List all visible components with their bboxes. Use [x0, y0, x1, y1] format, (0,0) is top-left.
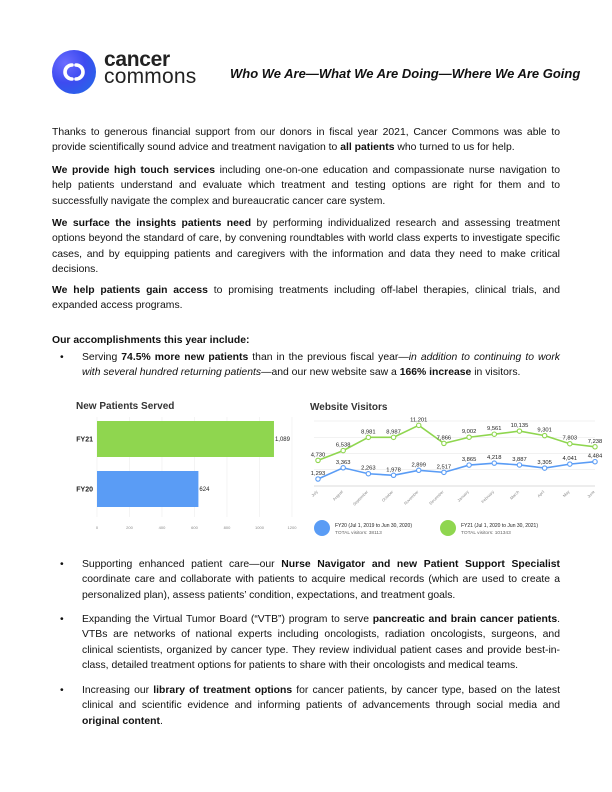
text-segment: coordinate care and collaborate with patients to acquire medical records (which are used to create a personalized plan), assess patients’ condition, expectations, and treatment goals. [82, 574, 560, 601]
value-label: 1,089 [274, 437, 290, 443]
data-point [517, 463, 521, 467]
text-segment: We provide high touch services [52, 165, 215, 176]
x-tick-label: April [536, 489, 546, 499]
data-point [492, 461, 496, 465]
data-point [467, 435, 471, 439]
bar-chart-title: New Patients Served [76, 401, 175, 412]
legend-total: TOTAL visitors: 38113 [335, 531, 382, 536]
data-point [391, 435, 395, 439]
text-segment: by performing individualized research and assessing treatment options beyond the standard of care, by convening roundtables with world class experts to investigate specific cases, and by equipping patients and caregivers with the information and data they need to make critical decisions. [52, 218, 560, 275]
high-touch-services-paragraph [52, 163, 560, 209]
bullet-text [82, 683, 560, 729]
data-label: 4,041 [562, 456, 578, 463]
x-tick-label: December [428, 489, 445, 506]
text-segment: for cancer patients, by cancer type, based on the latest clinical and scientific evidence and informing patients of advancements through social media and [82, 685, 561, 712]
text-segment: 166% increase [399, 367, 472, 379]
data-label: 8,987 [386, 429, 401, 436]
data-point [417, 468, 421, 472]
data-label: 7,238 [587, 438, 603, 445]
bullet-text [82, 350, 560, 381]
data-point [568, 442, 572, 446]
bullet-icon: • [60, 352, 64, 363]
data-label: 4,730 [310, 452, 326, 459]
x-tick-label: March [508, 489, 521, 501]
text-segment: Supporting enhanced patient care—our [82, 559, 282, 570]
data-point [341, 466, 345, 470]
x-tick-label: 0 [95, 525, 99, 530]
data-label: 3,887 [512, 456, 527, 463]
text-segment: in addition to continuing to work with several hundred returning patients [82, 352, 560, 379]
text-segment: Expanding the Virtual Tumor Board (“VTB”) program to serve [82, 614, 373, 625]
x-tick-label: January [456, 489, 470, 503]
data-point [316, 458, 320, 462]
x-tick-label: 600 [191, 525, 198, 530]
data-label: 9,301 [537, 427, 552, 434]
data-point [366, 435, 370, 439]
data-label: 1,293 [310, 470, 326, 477]
logo-wordmark [104, 48, 197, 88]
text-segment: We surface the insights patients need [52, 218, 252, 229]
x-tick-label: 400 [158, 525, 166, 530]
text-segment: all patients [340, 142, 395, 154]
text-segment: than in the previous fiscal year— [248, 352, 409, 363]
x-tick-label: May [561, 489, 571, 499]
data-point [517, 429, 521, 433]
bullet-icon: • [60, 685, 64, 696]
value-label: 624 [199, 487, 210, 493]
data-point [442, 441, 446, 445]
category-label: FY21 [76, 436, 93, 444]
data-label: 3,305 [537, 460, 552, 467]
data-label: 4,484 [587, 453, 603, 460]
surface-insights-paragraph [52, 216, 560, 277]
legend-swatch [440, 520, 456, 536]
text-segment: in visitors. [471, 367, 521, 379]
accomplishments-heading: Our accomplishments this year include: [52, 335, 250, 346]
page-header [50, 48, 581, 98]
data-label: 10,135 [510, 423, 529, 430]
text-segment: to promising treatments including off-label therapies, clinical trials, and expanded access programs. [52, 285, 560, 312]
data-point [542, 466, 546, 470]
x-tick-label: 800 [223, 525, 231, 530]
data-label: 8,981 [361, 429, 376, 436]
text-segment: pancreatic and brain cancer patients [372, 614, 558, 625]
bar-fy21 [97, 421, 274, 457]
x-tick-label: June [586, 489, 596, 499]
x-tick-label: February [480, 489, 495, 505]
data-label: 1,978 [386, 467, 401, 474]
text-segment: Increasing our [82, 685, 154, 696]
logo-line2: commons [104, 65, 197, 88]
text-segment: including one-on-one education and compassionate nurse navigation to help patients understand and evaluate which treatment and testing options are right for them and to successfully navigate the complex and bureaucratic cancer care system. [52, 165, 560, 207]
page-tagline: Who We Are—What We Are Doing—Where We Are Going [230, 66, 581, 81]
x-tick-label: 1200 [287, 525, 297, 530]
data-label: 3,363 [335, 459, 351, 466]
cancer-commons-logo-icon [52, 50, 96, 94]
data-label: 11,201 [410, 417, 428, 424]
text-segment: Serving [82, 352, 122, 363]
data-label: 9,561 [487, 426, 502, 433]
line-chart-title: Website Visitors [310, 402, 388, 413]
legend-label: FY21 (Jul 1, 2020 to Jun 30, 2021) [461, 523, 538, 529]
data-point [542, 433, 546, 437]
data-label: 4,218 [487, 455, 502, 462]
x-tick-label: September [351, 489, 370, 507]
bullet-icon: • [60, 614, 64, 625]
data-point [593, 445, 597, 449]
intro-paragraph [52, 125, 560, 156]
data-point [316, 477, 320, 481]
text-segment: We help patients gain access [52, 285, 208, 296]
text-segment: library of treatment options [153, 685, 293, 696]
legend-swatch [314, 520, 330, 536]
data-point [442, 470, 446, 474]
data-label: 3,865 [461, 457, 477, 464]
data-point [568, 462, 572, 466]
x-tick-label: October [380, 489, 395, 503]
x-tick-label: 200 [126, 525, 133, 530]
text-segment: who turned to us for help. [394, 142, 515, 154]
data-point [593, 460, 597, 464]
website-visitors-line-chart [300, 396, 612, 546]
data-label: 9,002 [461, 429, 477, 436]
legend-total: TOTAL visitors: 101343 [461, 531, 511, 536]
data-point [417, 423, 421, 427]
data-point [366, 472, 370, 476]
legend-label: FY20 (Jul 1, 2019 to Jun 30, 2020) [335, 523, 412, 529]
text-segment: Thanks to generous financial support from our donors in fiscal year 2021, Cancer Commons was able to provide scientifically sound advice and treatment navigation to [52, 127, 560, 154]
new-patients-bar-chart [70, 395, 300, 540]
text-segment: . VTBs are networks of national experts including oncologists, radiation oncologists, surgeons, and clinical scientists, organized by cancer type. They review individual patient cases and provide best-in-class, detailed treatment options for patients to share with their oncologists and medical teams. [82, 614, 560, 671]
text-segment: Nurse Navigator and new Patient Support Specialist [281, 559, 560, 570]
text-segment: . [159, 715, 163, 727]
data-label: 6,538 [335, 442, 351, 449]
data-label: 2,263 [361, 465, 376, 472]
logo-line1: cancer [104, 48, 170, 71]
bullet-icon: • [60, 559, 64, 570]
x-tick-label: November [402, 489, 420, 506]
data-label: 7,803 [562, 435, 578, 442]
bullet-text [82, 557, 560, 603]
bullet-text [82, 612, 560, 673]
data-label: 2,899 [411, 462, 426, 469]
bar-fy20 [97, 471, 198, 507]
data-point [492, 432, 496, 436]
data-point [341, 448, 345, 452]
category-label: FY20 [76, 486, 93, 494]
data-label: 7,866 [436, 435, 452, 442]
data-point [391, 473, 395, 477]
x-tick-label: 1000 [255, 525, 264, 530]
x-tick-label: August [331, 489, 344, 502]
x-tick-label: July [310, 489, 319, 498]
data-label: 2,517 [436, 464, 452, 471]
data-point [467, 463, 471, 467]
text-segment: —and our new website saw a [261, 367, 400, 379]
gain-access-paragraph [52, 283, 560, 314]
text-segment: original content [82, 715, 160, 727]
text-segment: 74.5% more new patients [121, 352, 249, 363]
